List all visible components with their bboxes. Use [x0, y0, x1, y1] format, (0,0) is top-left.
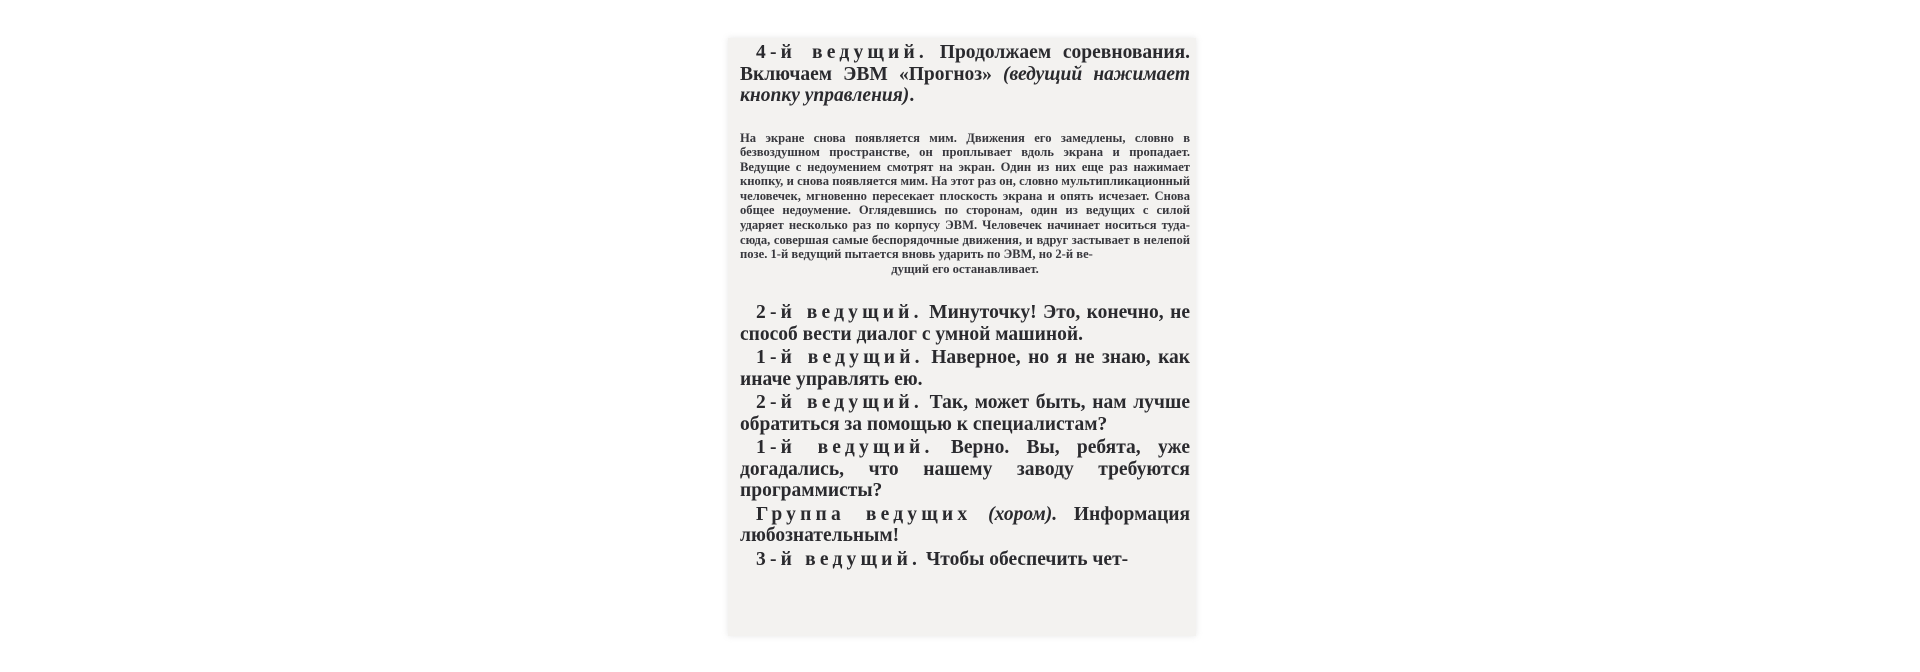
page-content	[740, 42, 1190, 572]
speaker-name: Группа ведущих	[756, 503, 972, 525]
speaker-name: 2-й ведущий.	[756, 392, 923, 414]
dialogue-text: Чтобы обеспечить чет-	[921, 548, 1129, 570]
dialogue-line	[740, 347, 1190, 390]
paragraph-tail: .	[909, 85, 915, 106]
stage-direction	[740, 131, 1190, 277]
speaker-name: 1-й ведущий.	[756, 347, 924, 369]
dialogue-line	[740, 437, 1190, 502]
scanned-page	[728, 38, 1196, 636]
speaker-name: 1-й ведущий.	[756, 437, 934, 459]
dialogue-line	[740, 504, 1190, 547]
stage-remark: (ведущий нажимает кнопку управления)	[740, 63, 1190, 106]
paragraph-text: Продолжаем соревнования. Включаем ЭВМ «Прогноз»	[740, 42, 1191, 85]
speaker-name: 3-й ведущий.	[756, 548, 922, 570]
dialogue-block	[740, 302, 1190, 570]
dialogue-line	[740, 302, 1190, 345]
dialogue-text: Наверное, но я не знаю, как иначе управлять ею.	[740, 347, 1190, 390]
speaker-name: 4-й ведущий.	[756, 42, 929, 63]
dialogue-line	[740, 549, 1190, 571]
paragraph-host-4	[740, 42, 1190, 107]
dialogue-text: Верно. Вы, ребята, уже догадались, что нашему заводу требуются программисты?	[740, 437, 1190, 502]
dialogue-line	[740, 392, 1190, 435]
dialogue-text: Информация любознательным!	[740, 503, 1190, 547]
stage-direction-last-line: дущий его останавливает.	[891, 261, 1039, 276]
stage-remark: (хором).	[971, 503, 1058, 525]
dialogue-text: Минуточку! Это, конечно, не способ вести диалог с умной машиной.	[740, 302, 1190, 345]
stage-direction-text: На экране снова появляется мим. Движения его замедлены, словно в безвоздушном пространстве, он проплывает вдоль экрана и пропадает. Ведущие с недоумением смотрят на экран. Один из них еще раз нажимает кнопку, и снова появляется мим. На этот раз он, словно мультипликационный человечек, мгновенно пересекает плоскость экрана и опять исчезает. Снова общее недоумение. Оглядевшись по сторонам, один из ведущих с силой ударяет несколько раз по корпусу ЭВМ. Человечек начинает носиться туда-сюда, совершая самые беспорядочные движения, и вдруг застывает в нелепой позе. 1-й ведущий пытается вновь ударить по ЭВМ, но 2-й ве-	[740, 130, 1190, 262]
dialogue-text: Так, может быть, нам лучше обратиться за помощью к специалистам?	[740, 392, 1191, 435]
speaker-name: 2-й ведущий.	[756, 302, 923, 324]
